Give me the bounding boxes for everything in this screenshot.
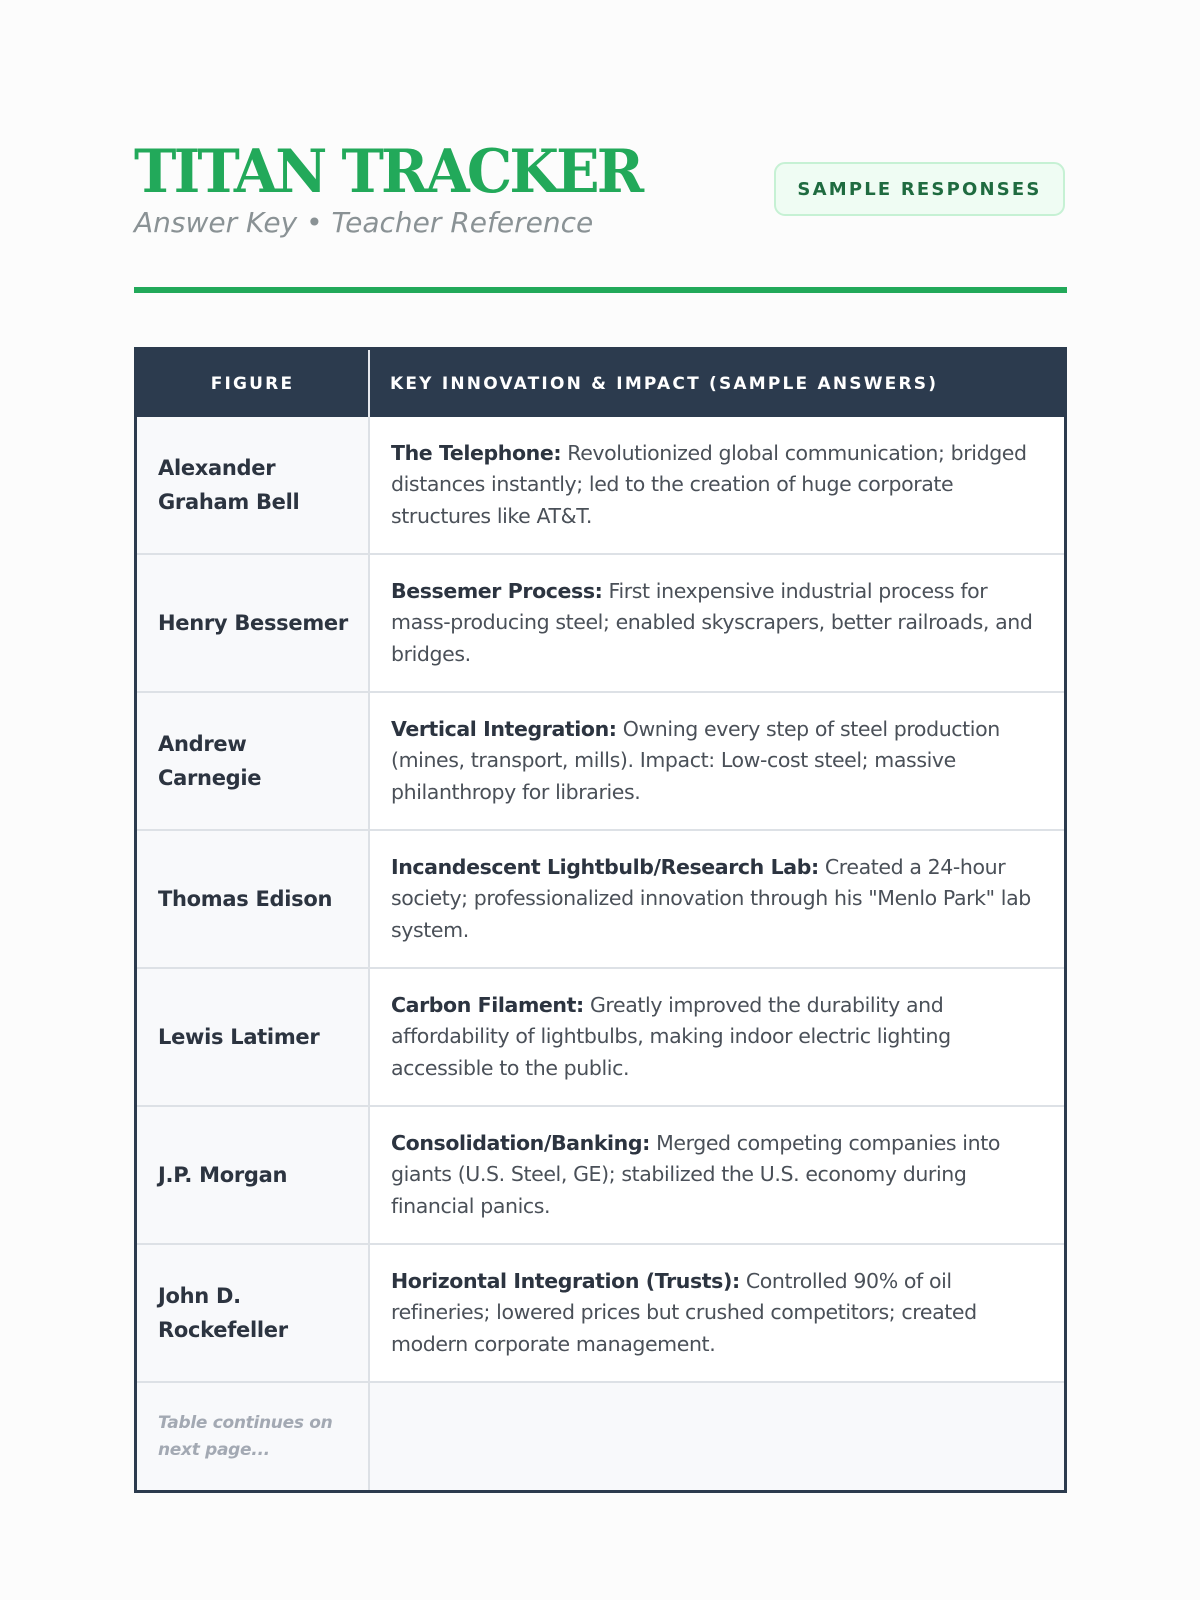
continuation-row (137, 1383, 1064, 1490)
innovation-name: Bessemer Process: (391, 578, 603, 603)
impact-text: Greatly improved the durability and affordability of lightbulbs, making indoor electric lighting accessible to the public. (391, 992, 951, 1080)
empty-cell (370, 1383, 1064, 1490)
impact-text: Created a 24-hour society; professionalized innovation through his "Menlo Park" lab system. (391, 854, 1031, 942)
sample-responses-badge: SAMPLE RESPONSES (774, 162, 1065, 216)
figure-name: Thomas Edison (137, 831, 370, 967)
table-row (137, 555, 1064, 693)
impact-cell (370, 969, 1064, 1105)
innovation-table (134, 347, 1067, 1493)
innovation-name: Incandescent Lightbulb/Research Lab: (391, 854, 819, 879)
header-divider (134, 287, 1067, 293)
innovation-name: Consolidation/Banking: (391, 1130, 650, 1155)
impact-cell (370, 693, 1064, 829)
figure-name: Lewis Latimer (137, 969, 370, 1105)
impact-cell (370, 417, 1064, 553)
impact-text: First inexpensive industrial process for mass-producing steel; enabled skyscrapers, better railroads, and bridges. (391, 578, 1033, 666)
innovation-name: Horizontal Integration (Trusts): (391, 1268, 740, 1293)
page-header (134, 134, 1067, 254)
impact-text: Controlled 90% of oil refineries; lowered prices but crushed competitors; created modern corporate management. (391, 1268, 977, 1356)
figure-name: Alexander Graham Bell (137, 417, 370, 553)
table-header (137, 350, 1064, 417)
impact-cell (370, 1107, 1064, 1243)
column-header-impact: KEY INNOVATION & IMPACT (SAMPLE ANSWERS) (390, 373, 939, 394)
impact-cell (370, 1245, 1064, 1381)
impact-text: Revolutionized global communication; bridged distances instantly; led to the creation of huge corporate structures like AT&T. (391, 440, 1027, 528)
impact-cell (370, 831, 1064, 967)
innovation-name: Carbon Filament: (391, 992, 584, 1017)
continuation-note: Table continues on next page... (137, 1383, 370, 1490)
table-row (137, 417, 1064, 555)
column-header-figure: FIGURE (137, 350, 370, 417)
innovation-name: Vertical Integration: (391, 716, 617, 741)
table-row (137, 969, 1064, 1107)
impact-text: Merged competing companies into giants (U.S. Steel, GE); stabilized the U.S. economy during financial panics. (391, 1130, 1000, 1218)
table-row (137, 1107, 1064, 1245)
figure-name: John D. Rockefeller (137, 1245, 370, 1381)
page-title: TITAN TRACKER (134, 137, 642, 207)
figure-name: Henry Bessemer (137, 555, 370, 691)
figure-name: J.P. Morgan (137, 1107, 370, 1243)
innovation-name: The Telephone: (391, 440, 562, 465)
figure-name: Andrew Carnegie (137, 693, 370, 829)
page-subtitle: Answer Key • Teacher Reference (134, 206, 594, 239)
table-row (137, 1245, 1064, 1383)
table-row (137, 693, 1064, 831)
impact-cell (370, 555, 1064, 691)
impact-text: Owning every step of steel production (mines, transport, mills). Impact: Low-cost steel; massive philanthropy for libraries. (391, 716, 1000, 804)
table-row (137, 831, 1064, 969)
